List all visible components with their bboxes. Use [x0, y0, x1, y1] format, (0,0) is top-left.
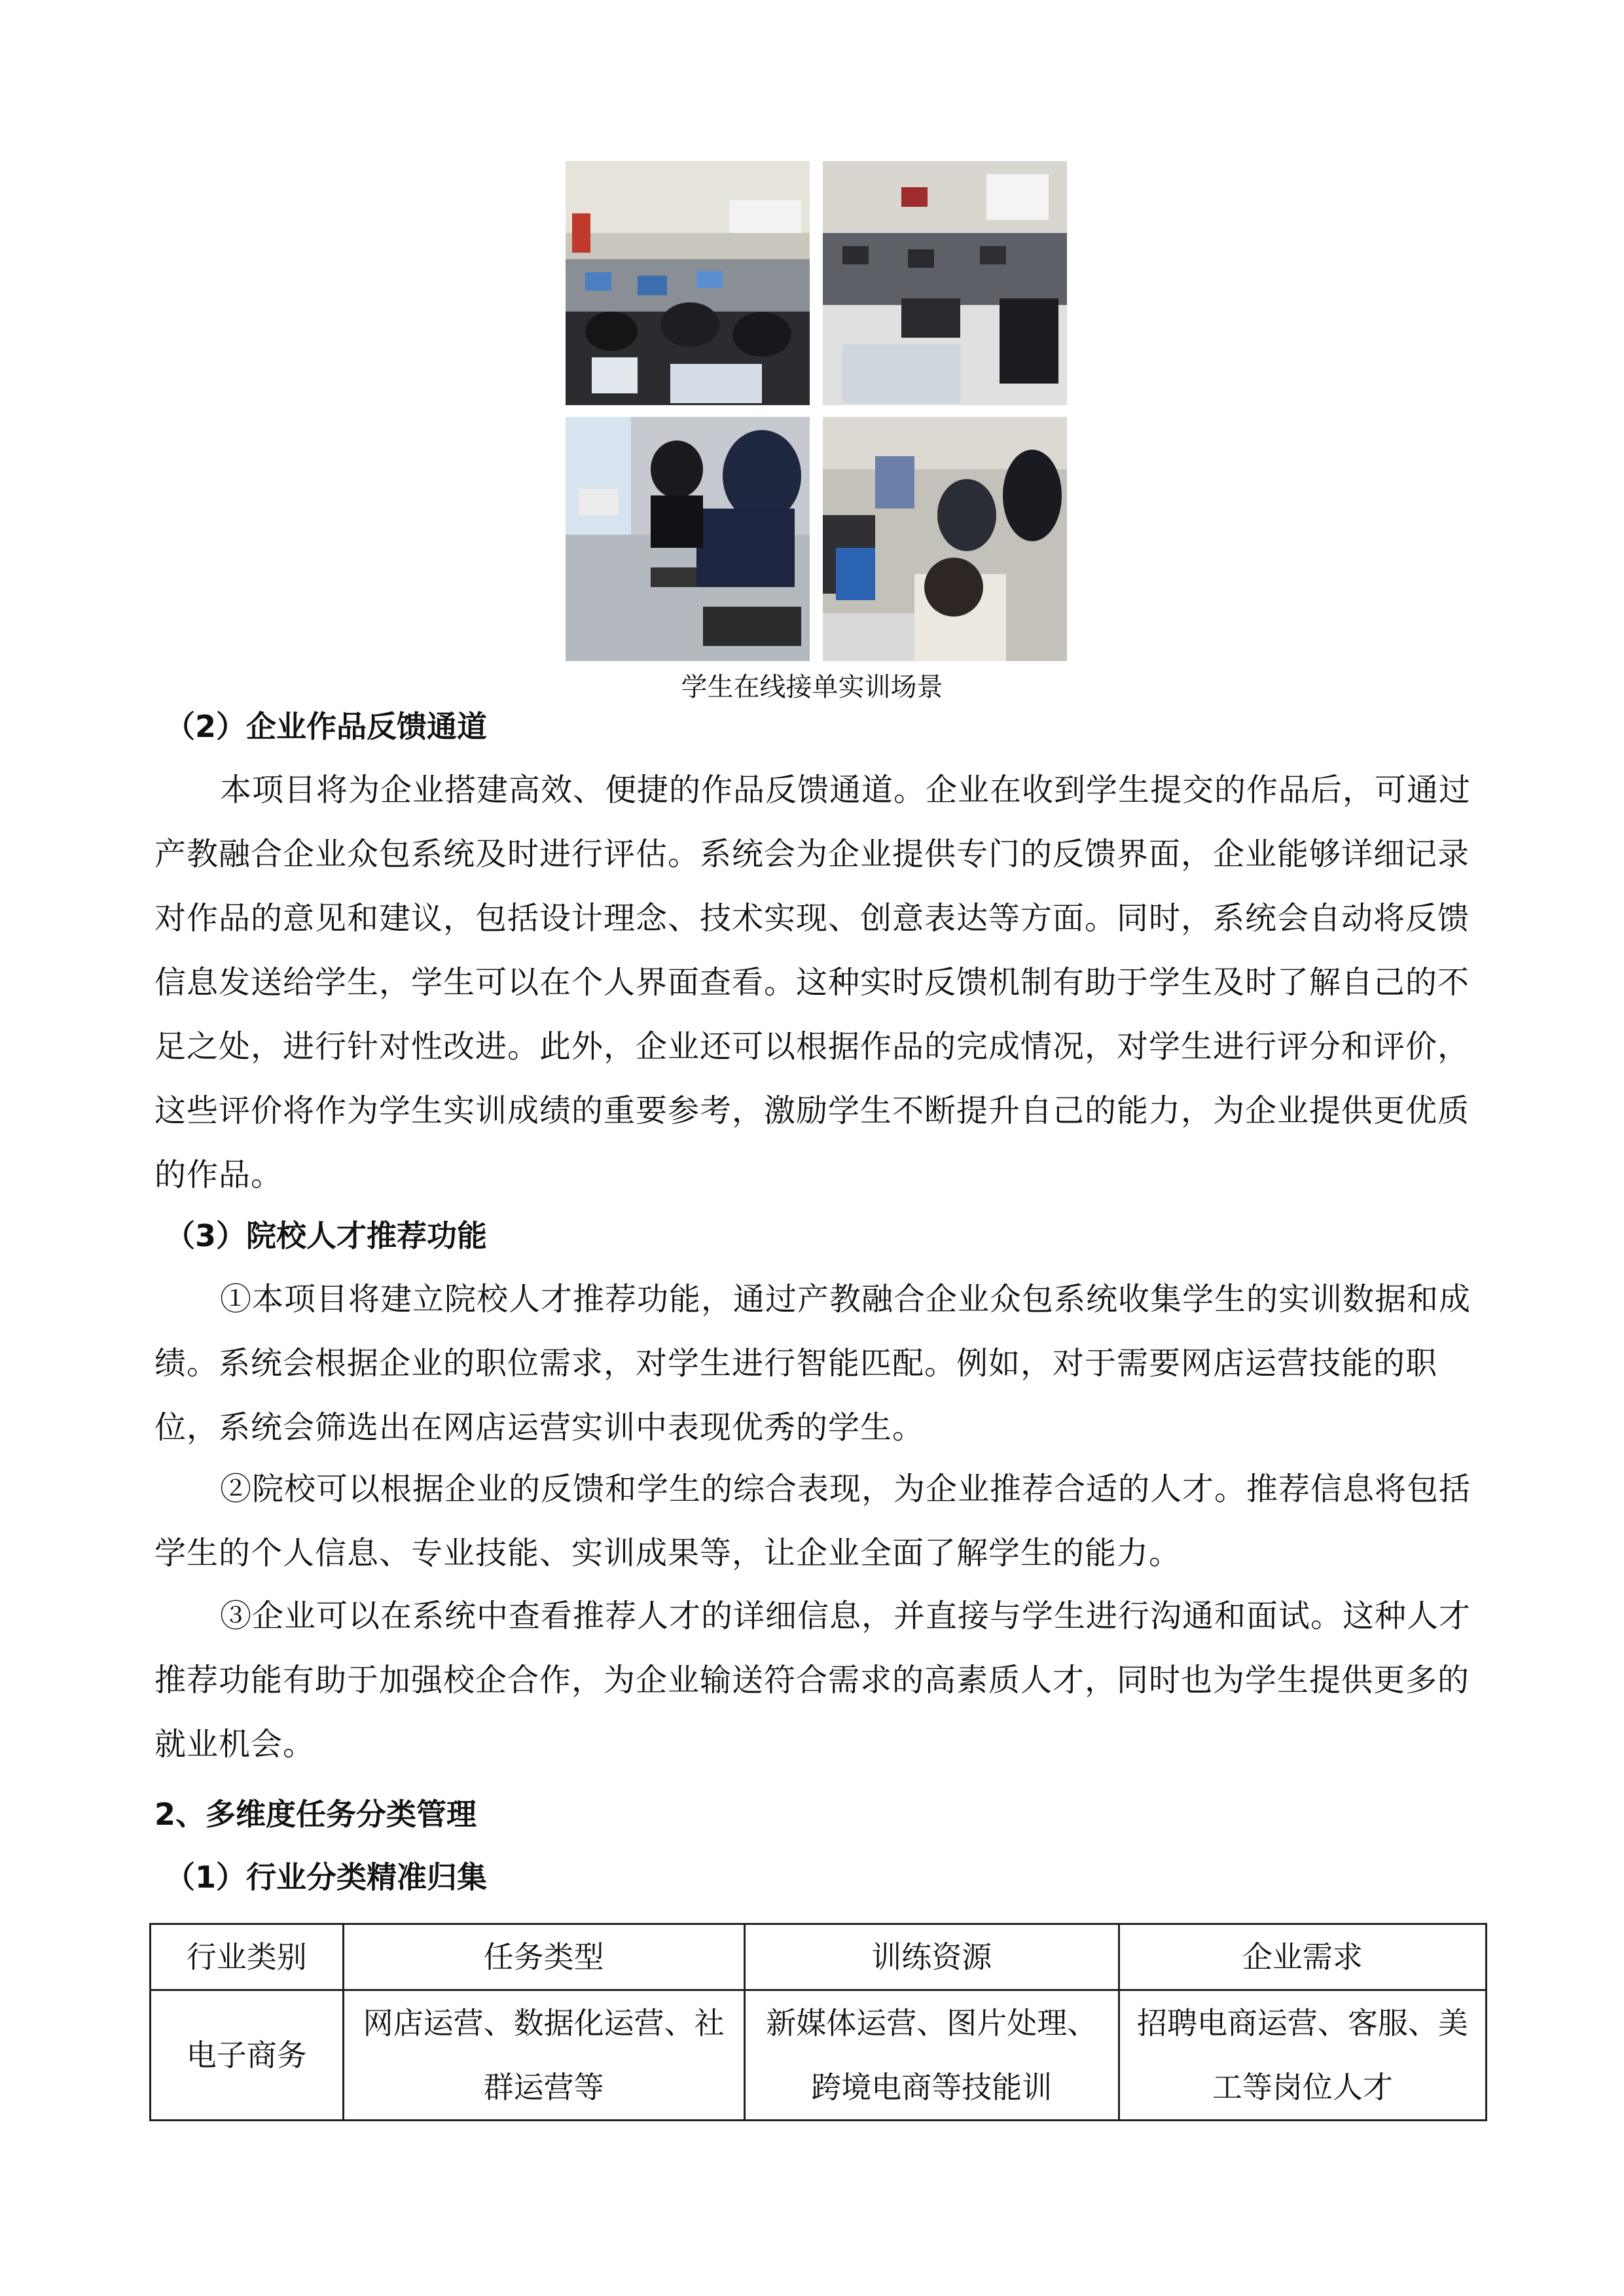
subsection-heading-industry: （1）行业分类精准归集 — [165, 1859, 488, 1895]
section-heading-talent: （3）院校人才推荐功能 — [165, 1218, 488, 1253]
paragraph-talent-1: ①本项目将建立院校人才推荐功能，通过产教融合企业众包系统收集学生的实训数据和成绩。系统会根据企业的职位需求，对学生进行智能匹配。例如，对于需要网店运营技能的职位，系统会筛选出在网店运营实训中表现优秀的学生。 — [154, 1281, 1471, 1446]
table-header-cell: 任务类型 — [343, 1924, 744, 1990]
paragraph-feedback: 本项目将为企业搭建高效、便捷的作品反馈通道。企业在收到学生提交的作品后，可通过产教融合企业众包系统及时进行评估。系统会为企业提供专门的反馈界面，企业能够详细记录对作品的意见和建议，包括设计理念、技术实现、创意表达等方面。同时，系统会自动将反馈信息发送给学生，学生可以在个人界面查看。这种实时反馈机制有助于学生及时了解自己的不足之处，进行针对性改进。此外，企业还可以根据作品的完成情况，对学生进行评分和评价，这些评价将作为学生实训成绩的重要参考，激励学生不断提升自己的能力，为企业提供更优质的作品。 — [154, 772, 1471, 1193]
computer-lab-photo-3 — [566, 417, 810, 661]
computer-lab-photo-1 — [566, 161, 810, 405]
table-header-cell: 行业类别 — [151, 1924, 344, 1990]
table-header-row — [151, 1924, 1487, 1990]
section-heading-task-management: 2、多维度任务分类管理 — [154, 1797, 477, 1832]
table-cell-demand: 招聘电商运营、客服、美工等岗位人才 — [1119, 1990, 1486, 2121]
table-cell-task-type: 网店运营、数据化运营、社群运营等 — [343, 1990, 744, 2121]
table-header-cell: 企业需求 — [1119, 1924, 1486, 1990]
computer-lab-photo-4 — [823, 417, 1067, 661]
computer-lab-photo-2 — [823, 161, 1067, 405]
photo-collage — [566, 161, 1070, 664]
table-header-cell: 训练资源 — [744, 1924, 1119, 1990]
industry-table — [149, 1923, 1487, 2121]
section-heading-feedback: （2）企业作品反馈通道 — [165, 709, 488, 744]
figure-caption: 学生在线接单实训场景 — [681, 672, 943, 702]
paragraph-talent-3: ③企业可以在系统中查看推荐人才的详细信息，并直接与学生进行沟通和面试。这种人才推荐功能有助于加强校企合作，为企业输送符合需求的高素质人才，同时也为学生提供更多的就业机会。 — [154, 1598, 1471, 1763]
table-cell-category: 电子商务 — [151, 1990, 344, 2121]
table-cell-resources: 新媒体运营、图片处理、跨境电商等技能训 — [744, 1990, 1119, 2121]
table-row — [151, 1990, 1487, 2121]
paragraph-talent-2: ②院校可以根据企业的反馈和学生的综合表现，为企业推荐合适的人才。推荐信息将包括学生的个人信息、专业技能、实训成果等，让企业全面了解学生的能力。 — [154, 1471, 1471, 1571]
